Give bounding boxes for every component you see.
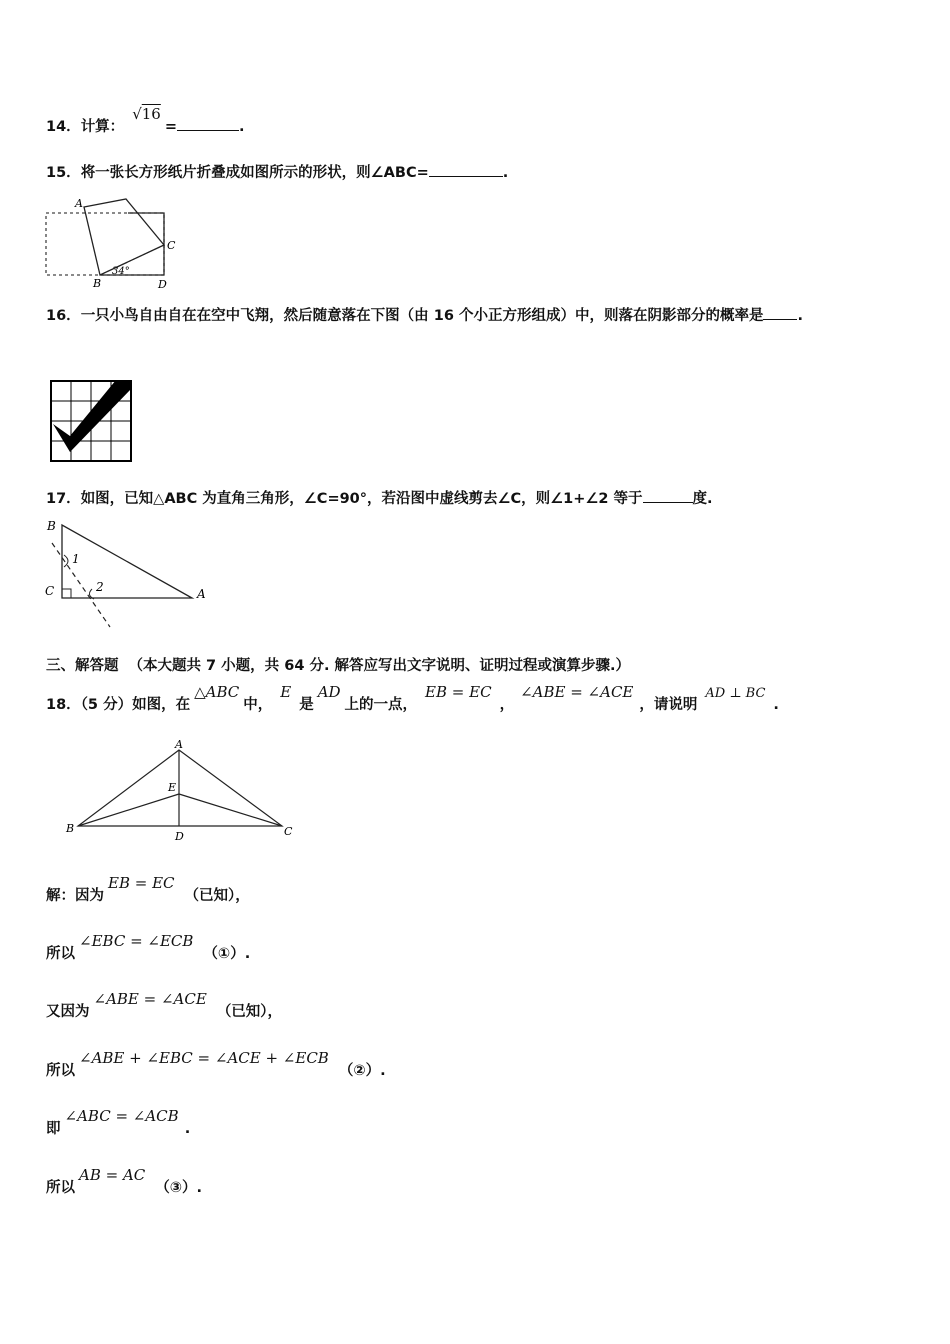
solution-line-5 xyxy=(46,1107,191,1139)
solution-prefix: 所以 xyxy=(46,1180,75,1196)
q17-number: 17． xyxy=(46,491,81,507)
section-3-title: 三、解答题 xyxy=(46,658,119,674)
solution-line-2 xyxy=(46,932,251,964)
q16-text: 一只小鸟自由自在在空中飞翔，然后随意落在下图（由 16 个小正方形组成）中，则落在阴影部分的概率是 xyxy=(80,308,764,324)
q18-zhong: 中， xyxy=(243,697,273,713)
q18-label-d: D xyxy=(175,830,184,843)
q18-figure xyxy=(62,738,302,846)
solution-line-4 xyxy=(46,1049,386,1081)
question-15 xyxy=(46,162,508,183)
q18-end: . xyxy=(773,697,779,713)
question-17 xyxy=(46,488,713,509)
q15-number: 15． xyxy=(46,165,81,181)
q18-shangpt: 上的一点， xyxy=(344,697,418,713)
q14-equals: = xyxy=(164,119,177,135)
solution-line-3 xyxy=(46,990,283,1022)
q17-answer-blank[interactable] xyxy=(643,488,693,503)
question-14 xyxy=(46,105,245,137)
q18-label-e: E xyxy=(168,781,177,794)
q18-perp: AD ⊥ BC xyxy=(705,686,766,701)
solution-line-6 xyxy=(46,1166,203,1198)
solution-math: ∠ABE = ∠ACE xyxy=(93,990,207,1008)
q18-label-c: C xyxy=(284,825,293,838)
q18-label-b: B xyxy=(66,822,75,835)
q18-eq1: EB = EC xyxy=(425,683,492,701)
q14-number: 14． xyxy=(46,119,81,135)
q18-label-a: A xyxy=(175,738,183,751)
q18-comma: ， xyxy=(499,697,515,713)
q17-label-2: 2 xyxy=(96,580,104,594)
q16-end: . xyxy=(797,308,803,324)
solution-math: ∠EBC = ∠ECB xyxy=(79,932,194,950)
q15-angle: 34° xyxy=(112,266,130,277)
q14-sqrt: √16 xyxy=(132,105,161,123)
q18-ask: ，请说明 xyxy=(639,697,698,713)
q18-score: （5 分）如图，在 xyxy=(80,697,191,713)
q15-text: 将一张长方形纸片折叠成如图所示的形状，则∠ABC= xyxy=(80,165,429,181)
solution-suffix: （②）. xyxy=(338,1063,386,1079)
q17-label-c: C xyxy=(45,584,55,598)
solution-line-1 xyxy=(46,874,250,906)
solution-prefix: 所以 xyxy=(46,1063,75,1079)
section-3-note: （本大题共 7 小题，共 64 分. 解答应写出文字说明、证明过程或演算步骤.） xyxy=(128,658,631,674)
q17-end: 度. xyxy=(692,491,713,507)
solution-suffix: . xyxy=(184,1121,191,1137)
solution-prefix: 解：因为 xyxy=(46,888,104,904)
question-18 xyxy=(46,683,779,716)
q15-answer-blank[interactable] xyxy=(429,162,503,177)
q18-point-e: E xyxy=(280,683,292,701)
q15-label-a: A xyxy=(75,197,83,210)
q14-answer-blank[interactable] xyxy=(177,116,239,131)
q15-label-c: C xyxy=(167,239,176,252)
q17-label-b: B xyxy=(47,519,56,533)
solution-math: ∠ABC = ∠ACB xyxy=(64,1107,179,1125)
solution-suffix: （③）. xyxy=(155,1180,203,1196)
q15-end: . xyxy=(502,165,509,181)
q16-number: 16． xyxy=(46,308,81,324)
solution-math: ∠ABE + ∠EBC = ∠ACE + ∠ECB xyxy=(79,1049,329,1067)
q15-label-b: B xyxy=(93,277,102,290)
solution-prefix: 又因为 xyxy=(46,1004,90,1020)
q16-answer-blank[interactable] xyxy=(763,305,797,320)
q14-text: 计算： xyxy=(80,119,125,135)
solution-math: EB = EC xyxy=(108,874,175,892)
q14-radicand: 16 xyxy=(141,105,161,123)
q18-eq2: ∠ABE = ∠ACE xyxy=(520,683,634,701)
q15-figure xyxy=(40,195,190,290)
solution-suffix: （已知）， xyxy=(216,1004,283,1020)
section-3-heading xyxy=(46,656,630,676)
q15-label-d: D xyxy=(158,278,167,291)
q18-shi: 是 xyxy=(299,697,314,713)
q17-label-1: 1 xyxy=(72,552,80,566)
q16-grid-figure xyxy=(50,380,134,464)
q18-segment-ad: AD xyxy=(317,683,341,701)
q17-text: 如图，已知△ABC 为直角三角形，∠C=90°，若沿图中虚线剪去∠C，则∠1+∠2 等于 xyxy=(80,491,643,507)
q17-label-a: A xyxy=(197,587,206,601)
solution-suffix: （①）. xyxy=(203,946,251,962)
question-16 xyxy=(46,305,803,326)
q18-number: 18． xyxy=(46,697,81,713)
q18-triangle: △ABC xyxy=(194,683,240,701)
q14-end: . xyxy=(239,119,245,135)
solution-prefix: 所以 xyxy=(46,946,75,962)
solution-suffix: （已知）， xyxy=(184,888,250,904)
solution-prefix: 即 xyxy=(46,1121,61,1137)
solution-math: AB = AC xyxy=(79,1166,146,1184)
q17-figure xyxy=(42,515,212,630)
